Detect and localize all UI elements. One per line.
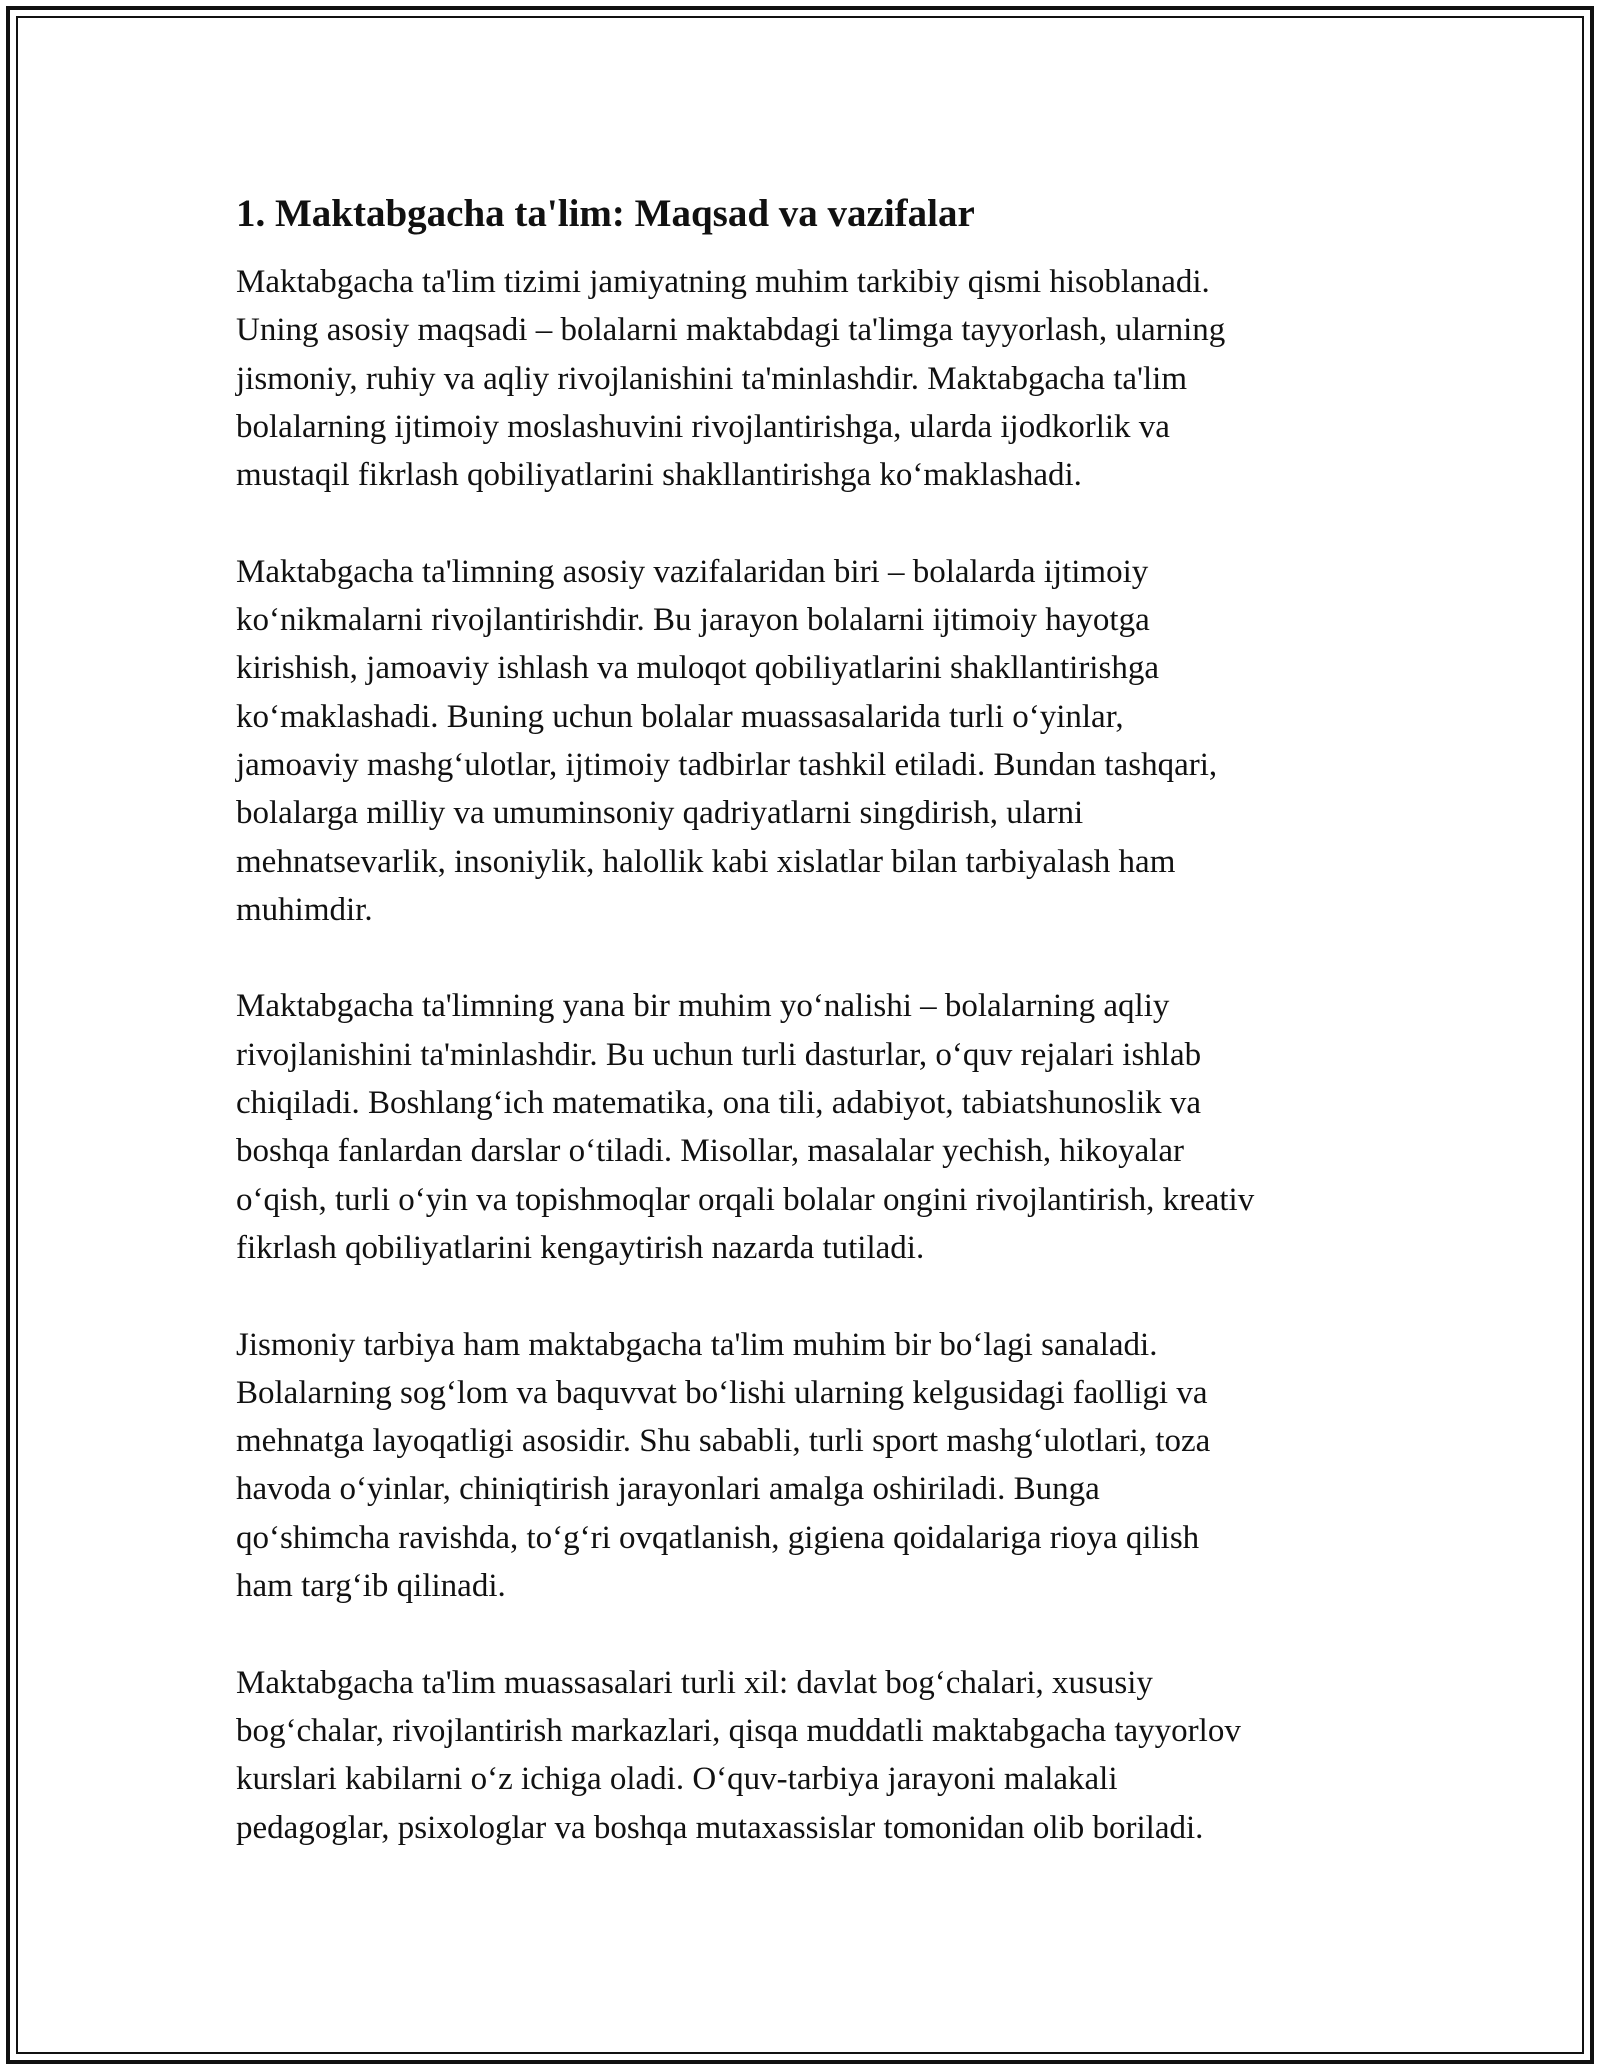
paragraph-line: oʻqish, turli oʻyin va topishmoqlar orqali bolalar ongini rivojlantirish, kreativ (236, 1181, 1255, 1218)
paragraph-line: bogʻchalar, rivojlantirish markazlari, qisqa muddatli maktabgacha tayyorlov (236, 1712, 1241, 1749)
paragraph-line: Maktabgacha ta'limning asosiy vazifalaridan biri – bolalarda ijtimoiy (236, 553, 1149, 590)
paragraph-line: fikrlash qobiliyatlarini kengaytirish nazarda tutiladi. (236, 1229, 925, 1266)
paragraph-line: rivojlanishini ta'minlashdir. Bu uchun turli dasturlar, oʻquv rejalari ishlab (236, 1036, 1202, 1073)
paragraph-line: chiqiladi. Boshlangʻich matematika, ona tili, adabiyot, tabiatshunoslik va (236, 1085, 1202, 1122)
paragraph-line: pedagoglar, psixologlar va boshqa mutaxassislar tomonidan olib boriladi. (236, 1809, 1204, 1846)
paragraph-line: bolalarning ijtimoiy moslashuvini rivojlantirishga, ularda ijodkorlik va (236, 408, 1170, 445)
paragraph-line: havoda oʻyinlar, chiniqtirish jarayonlari amalga oshiriladi. Bunga (236, 1471, 1100, 1508)
paragraph-5 (236, 1659, 1376, 1852)
paragraph-line: Uning asosiy maqsadi – bolalarni maktabdagi ta'limga tayyorlash, ularning (236, 312, 1226, 349)
paragraph-line: Maktabgacha ta'lim tizimi jamiyatning muhim tarkibiy qismi hisoblanadi. (236, 264, 1210, 300)
paragraph-line: Maktabgacha ta'limning yana bir muhim yoʻnalishi – bolalarning aqliy (236, 988, 1170, 1025)
paragraph-line: kurslari kabilarni oʻz ichiga oladi. Oʻquv-tarbiya jarayoni malakali (236, 1761, 1118, 1798)
paragraphs (236, 258, 1376, 1852)
paragraph-line: bolalarga milliy va umuminsoniy qadriyatlarni singdirish, ularni (236, 795, 1084, 832)
paragraph-line: ham targʻib qilinadi. (236, 1568, 506, 1605)
paragraph-line: mustaqil fikrlash qobiliyatlarini shakllantirishga koʻmaklashadi. (236, 457, 1082, 494)
paragraph-1 (236, 258, 1376, 499)
paragraph-line: Jismoniy tarbiya ham maktabgacha ta'lim muhim bir boʻlagi sanaladi. (236, 1326, 1158, 1363)
paragraph-line: kirishish, jamoaviy ishlash va muloqot qobiliyatlarini shakllantirishga (236, 650, 1159, 687)
paragraph-line: Maktabgacha ta'lim muassasalari turli xil: davlat bogʻchalari, xususiy (236, 1664, 1153, 1701)
paragraph-line: mehnatga layoqatligi asosidir. Shu sababli, turli sport mashgʻulotlari, toza (236, 1423, 1211, 1460)
paragraph-2 (236, 548, 1376, 934)
paragraph-line: mehnatsevarlik, insoniylik, halollik kabi xislatlar bilan tarbiyalash ham (236, 843, 1176, 880)
paragraph-line: qoʻshimcha ravishda, toʻgʻri ovqatlanish, gigiena qoidalariga rioya qilish (236, 1519, 1200, 1556)
paragraph-4 (236, 1321, 1376, 1611)
paragraph-line: koʻnikmalarni rivojlantirishdir. Bu jarayon bolalarni ijtimoiy hayotga (236, 602, 1150, 639)
paragraph-line: jamoaviy mashgʻulotlar, ijtimoiy tadbirlar tashkil etiladi. Bundan tashqari, (236, 746, 1218, 783)
paragraph-line: jismoniy, ruhiy va aqliy rivojlanishini ta'minlashdir. Maktabgacha ta'lim (236, 360, 1188, 397)
paragraph-3 (236, 982, 1376, 1272)
document-body (236, 188, 1376, 1900)
paragraph-line: Bolalarning sogʻlom va baquvvat boʻlishi ularning kelgusidagi faolligi va (236, 1374, 1208, 1411)
paragraph-line: boshqa fanlardan darslar oʻtiladi. Misollar, masalalar yechish, hikoyalar (236, 1133, 1185, 1170)
paragraph-line: koʻmaklashadi. Buning uchun bolalar muassasalarida turli oʻyinlar, (236, 698, 1124, 735)
section-heading: 1. Maktabgacha ta'lim: Maqsad va vazifalar (236, 192, 975, 235)
paragraph-line: muhimdir. (236, 891, 373, 928)
